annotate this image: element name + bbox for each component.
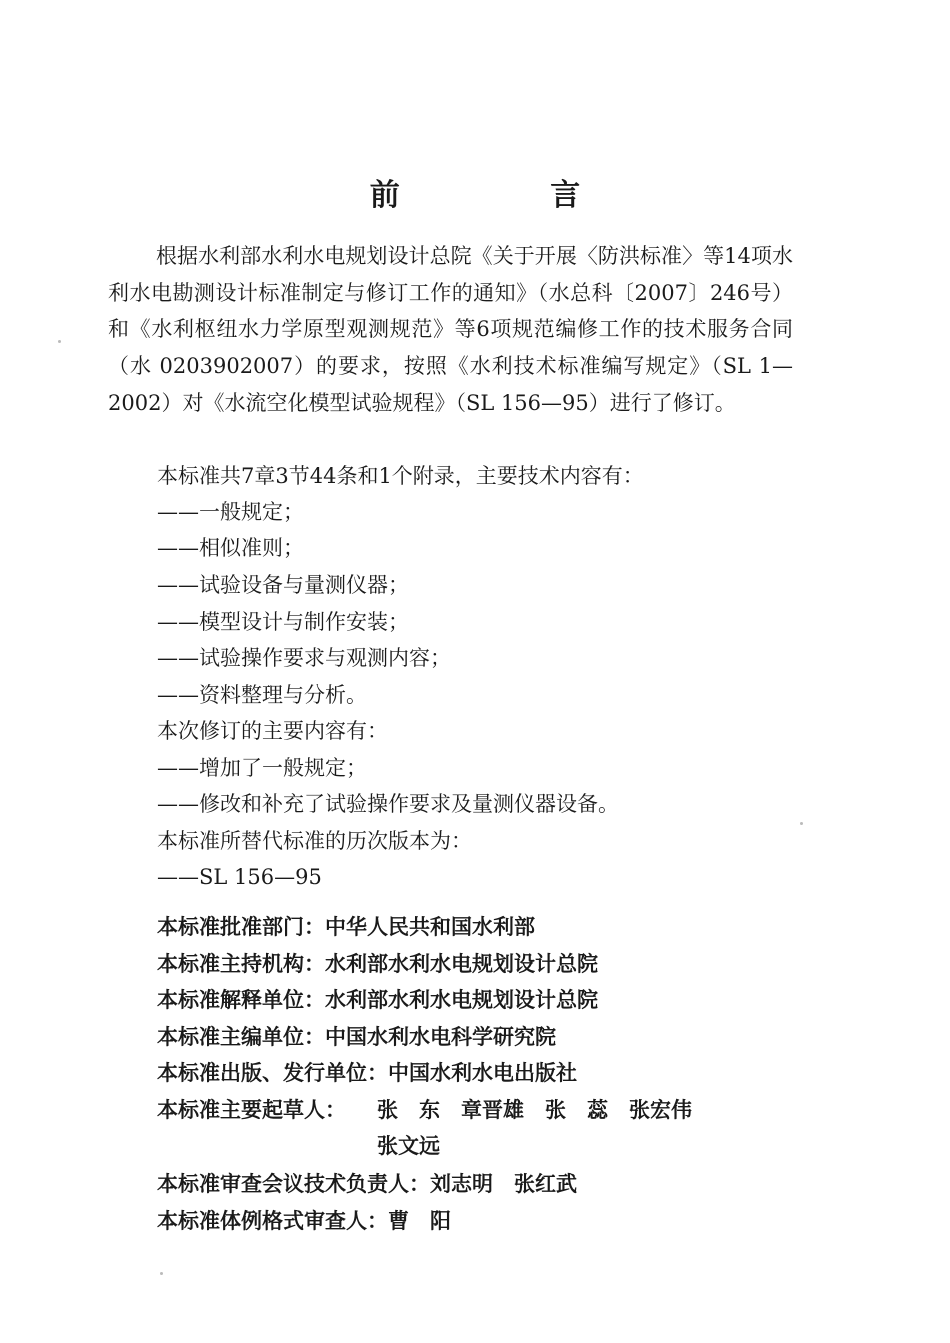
publisher: 本标准出版、发行单位：中国水利水电出版社 bbox=[157, 1060, 577, 1085]
page-title: 前 言 bbox=[369, 178, 651, 213]
contents-item: ——相似准则； bbox=[157, 536, 304, 560]
scan-speck bbox=[800, 822, 803, 825]
contents-intro: 本标准共7章3节44条和1个附录，主要技术内容有： bbox=[157, 464, 644, 488]
history-item: ——SL 156—95 bbox=[157, 865, 322, 889]
scan-speck bbox=[160, 1272, 163, 1275]
revision-item: ——增加了一般规定； bbox=[157, 756, 367, 780]
intro-paragraph: 根据水利部水利水电规划设计总院《关于开展〈防洪标准〉等14项水利水电勘测设计标准制定与修订工作的通知》（水总科〔2007〕246号）和《水利枢纽水力学原型观测规范》等6项规范编修工作的技术服务合同（水 0203902007）的要求，按照《水利技术标准编写规定》（SL 1—2002）对《水流空化模型试验规程》（SL 156—95）进行了修订。 bbox=[108, 244, 793, 415]
drafters-names-cont: 张文远 bbox=[377, 1133, 440, 1158]
chief-editor-unit: 本标准主编单位：中国水利水电科学研究院 bbox=[157, 1024, 556, 1049]
scan-speck bbox=[58, 340, 61, 343]
contents-item: ——试验设备与量测仪器； bbox=[157, 573, 409, 597]
history-intro: 本标准所替代标准的历次版本为： bbox=[157, 829, 472, 853]
contents-item: ——试验操作要求与观测内容； bbox=[157, 646, 451, 670]
contents-item: ——资料整理与分析。 bbox=[157, 683, 367, 707]
contents-item: ——一般规定； bbox=[157, 500, 304, 524]
drafters-names: 张 东 章晋雄 张 蕊 张宏伟 bbox=[377, 1097, 692, 1122]
approving-dept: 本标准批准部门：中华人民共和国水利部 bbox=[157, 914, 535, 939]
review-tech-lead: 本标准审查会议技术负责人：刘志明 张红武 bbox=[157, 1171, 577, 1196]
contents-item: ——模型设计与制作安装； bbox=[157, 610, 409, 634]
revision-item: ——修改和补充了试验操作要求及量测仪器设备。 bbox=[157, 792, 619, 816]
drafters-label: 本标准主要起草人： bbox=[157, 1097, 346, 1122]
format-reviewer: 本标准体例格式审查人：曹 阳 bbox=[157, 1208, 451, 1233]
revision-intro: 本次修订的主要内容有： bbox=[157, 719, 388, 743]
host-org: 本标准主持机构：水利部水利水电规划设计总院 bbox=[157, 951, 598, 976]
interpreting-unit: 本标准解释单位：水利部水利水电规划设计总院 bbox=[157, 987, 598, 1012]
